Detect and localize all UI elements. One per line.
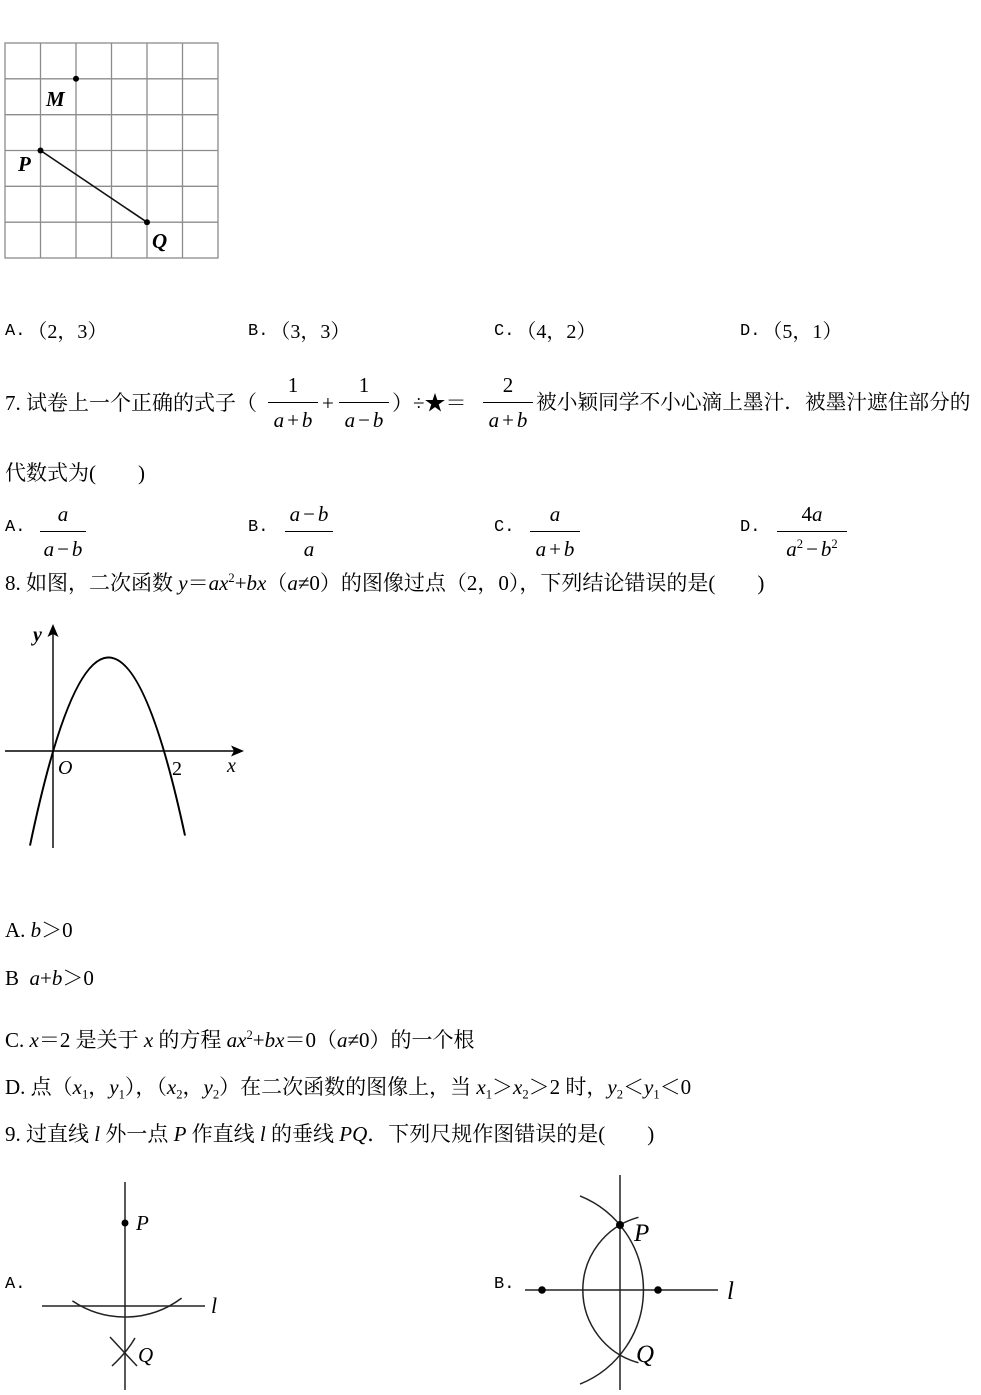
math-variable: y (644, 1075, 654, 1099)
text-run: C. (5, 1028, 30, 1052)
option-text: （3，3） (270, 321, 351, 343)
text-run: 8. 如图，二次函数 (5, 571, 179, 595)
math-variable: l (259, 1122, 266, 1146)
subscript: 2 (522, 1087, 529, 1102)
math-variable: ax (226, 1028, 247, 1052)
math-variable: PQ (339, 1122, 368, 1146)
math-variable: b (372, 408, 384, 432)
option-letter: A. (5, 322, 26, 341)
q9-figure-b[interactable] (515, 1165, 755, 1395)
fraction-numerator (339, 373, 389, 403)
option-letter: B. (248, 322, 269, 341)
math-variable: bx (264, 1028, 285, 1052)
math-variable: x (476, 1075, 486, 1099)
text-run: 1 (287, 373, 299, 397)
text-run: ＞2 时， (528, 1075, 608, 1099)
math-variable: x (143, 1028, 154, 1052)
subscript: 1 (118, 1087, 125, 1102)
q7-fraction-2 (339, 373, 389, 432)
text-run: ＞0 (62, 966, 94, 990)
math-variable: a (289, 502, 301, 526)
option-text: （2，3） (27, 321, 108, 343)
point-on-l-right (654, 1286, 662, 1294)
q7-option-b-fraction[interactable] (285, 502, 333, 561)
math-variable: y (203, 1075, 213, 1099)
q6-option-a[interactable] (5, 320, 107, 344)
math-variable: a (535, 537, 547, 561)
q9-stem (5, 1122, 654, 1146)
math-variable: y (607, 1075, 617, 1099)
math-variable: x (166, 1075, 177, 1099)
text-run: ＞0 (41, 918, 73, 942)
fraction-denominator (285, 532, 333, 561)
math-variable: a (549, 502, 561, 526)
subscript: 2 (176, 1087, 183, 1102)
text-run: ＜0 (659, 1075, 692, 1099)
math-variable: b (51, 966, 63, 990)
q7-option-a-letter[interactable]: A. (5, 518, 26, 537)
text-run: 外一点 (100, 1122, 174, 1146)
math-variable: x (72, 1075, 82, 1099)
fraction-numerator (40, 502, 86, 532)
point-p (122, 1220, 129, 1227)
math-variable: x (29, 1028, 39, 1052)
text-run: ．下列尺规作图错误的是( ) (367, 1122, 655, 1146)
math-variable: a (336, 1028, 348, 1052)
q7-option-c-fraction[interactable] (530, 502, 580, 561)
parabola-graph (0, 615, 250, 855)
math-variable: a (43, 537, 55, 561)
math-variable: a (488, 408, 500, 432)
fraction-denominator (339, 403, 389, 432)
math-operator: + (502, 408, 514, 432)
origin-label: O (58, 757, 73, 779)
text-run: A. (5, 918, 31, 942)
math-variable: b (563, 537, 575, 561)
label-p: P (136, 1211, 149, 1235)
fraction-denominator (268, 403, 318, 432)
math-variable: P (173, 1122, 187, 1146)
math-variable: a (344, 408, 356, 432)
text-run: D. 点（ (5, 1075, 73, 1099)
q7-option-a-fraction[interactable] (40, 502, 86, 561)
x-intercept-label: 2 (172, 758, 182, 780)
math-operator: + (549, 537, 561, 561)
q9-option-b-letter[interactable]: B. (494, 1275, 515, 1294)
fraction-numerator (530, 502, 580, 532)
subscript: 1 (653, 1087, 660, 1102)
q7-plus-sign: + (322, 391, 334, 415)
subscript: 2 (212, 1087, 220, 1102)
q7-stem-line2: 代数式为( ) (5, 461, 145, 485)
q8-option-a[interactable] (5, 918, 73, 942)
text-run: B (5, 966, 30, 990)
math-variable: a (57, 502, 69, 526)
label-q: Q (636, 1341, 655, 1368)
label-l: l (727, 1278, 734, 1305)
math-variable: a (29, 966, 41, 990)
text-run: ）在二次函数的图像上，当 (219, 1075, 477, 1099)
text-run: （ (266, 571, 288, 595)
math-variable: b (30, 918, 42, 942)
fraction-denominator (40, 532, 86, 561)
label-l: l (211, 1293, 218, 1318)
q8-stem (5, 571, 764, 595)
label-q: Q (138, 1343, 154, 1367)
text-run: 9. 过直线 (5, 1122, 95, 1146)
math-operator: − (57, 537, 69, 561)
math-variable: b (71, 537, 83, 561)
text-run: 的垂线 (265, 1122, 340, 1146)
math-variable: b (301, 408, 313, 432)
math-variable: a (273, 408, 285, 432)
point-p (38, 148, 44, 154)
math-variable: ax (208, 571, 229, 595)
q7-stem-end: 被小颖同学不小心滴上墨汁．被墨汁遮住部分的 (536, 392, 971, 414)
q8-option-b[interactable] (5, 966, 94, 990)
math-variable: a (287, 571, 298, 595)
q7-stem-start: 7. 试卷上一个正确的式子（ (5, 391, 257, 415)
superscript: 2 (831, 536, 838, 551)
math-variable: a (303, 537, 315, 561)
math-variable: b (317, 502, 329, 526)
math-variable: b (516, 408, 528, 432)
math-variable: a (812, 502, 823, 526)
label-p: P (18, 152, 31, 176)
math-operator: + (287, 408, 299, 432)
text-run: ， (88, 1075, 110, 1099)
math-variable: a (786, 537, 797, 561)
text-run: ＞ (492, 1075, 514, 1099)
text-run: + (252, 1028, 265, 1052)
q7-operators: ）÷★＝ (392, 391, 467, 415)
superscript: 2 (246, 1027, 253, 1042)
q6-option-c[interactable] (494, 320, 596, 344)
text-run: ＝ (187, 571, 209, 595)
text-run: ＜ (623, 1075, 645, 1099)
fraction-numerator (777, 502, 847, 532)
subscript: 1 (82, 1087, 89, 1102)
y-axis-label: y (33, 624, 42, 646)
q6-option-b[interactable] (248, 320, 350, 344)
fraction-numerator (268, 373, 318, 403)
grid-figure (0, 38, 230, 263)
option-text: （5，1） (762, 321, 843, 343)
q7-option-c-letter[interactable]: C. (494, 518, 515, 537)
text-run: 的方程 (153, 1028, 227, 1052)
text-run: ＝0（ (284, 1028, 337, 1052)
construction-arc (72, 1298, 181, 1317)
math-variable: y (178, 571, 188, 595)
q9-figure-a[interactable] (30, 1170, 250, 1395)
math-variable: l (94, 1122, 101, 1146)
q9-option-a-letter[interactable]: A. (5, 1275, 26, 1294)
math-variable: b (820, 537, 832, 561)
point-p (616, 1221, 624, 1229)
math-operator: − (303, 502, 315, 526)
fraction-denominator (483, 403, 533, 432)
text-run: ＝2 是关于 (38, 1028, 144, 1052)
point-q (144, 219, 150, 225)
text-run: + (234, 571, 247, 595)
fraction-denominator (777, 532, 847, 561)
q7-option-b-letter[interactable]: B. (248, 518, 269, 537)
q8-option-d[interactable] (5, 1075, 692, 1102)
x-axis-label: x (227, 755, 236, 777)
fraction-denominator (530, 532, 580, 561)
q7-option-d-fraction[interactable] (777, 502, 847, 561)
q7-option-d-letter[interactable]: D. (740, 518, 761, 537)
math-operator: − (806, 537, 818, 561)
text-run: 1 (358, 373, 370, 397)
label-m: M (46, 87, 65, 111)
math-variable: y (109, 1075, 119, 1099)
q6-option-d[interactable] (740, 320, 842, 344)
option-letter: D. (740, 322, 761, 341)
subscript: 1 (485, 1087, 493, 1102)
q8-option-c[interactable] (5, 1028, 475, 1052)
q7-fraction-1 (268, 373, 318, 432)
grid-lines (5, 43, 218, 258)
subscript: 2 (616, 1087, 624, 1102)
text-run: 4 (801, 502, 812, 526)
text-run: 2 (502, 373, 514, 397)
fraction-numerator (483, 373, 533, 403)
q7-fraction-3 (483, 373, 533, 432)
point-on-l-left (538, 1286, 546, 1294)
math-operator: − (358, 408, 370, 432)
fraction-numerator (285, 502, 333, 532)
text-run: ），（ (124, 1075, 167, 1099)
math-variable: x (513, 1075, 523, 1099)
label-p: P (634, 1220, 650, 1247)
option-letter: C. (494, 322, 515, 341)
math-variable: bx (246, 571, 267, 595)
label-q: Q (152, 229, 168, 253)
text-run: + (40, 966, 52, 990)
superscript: 2 (796, 536, 804, 551)
option-text: （4，2） (516, 321, 597, 343)
text-run: 作直线 (186, 1122, 260, 1146)
text-run: ， (182, 1075, 204, 1099)
text-run: ≠0）的图像过点（2，0），下列结论错误的是( ) (297, 571, 765, 595)
text-run: ≠0）的一个根 (347, 1028, 475, 1052)
point-m (73, 76, 79, 82)
superscript: 2 (228, 570, 235, 585)
